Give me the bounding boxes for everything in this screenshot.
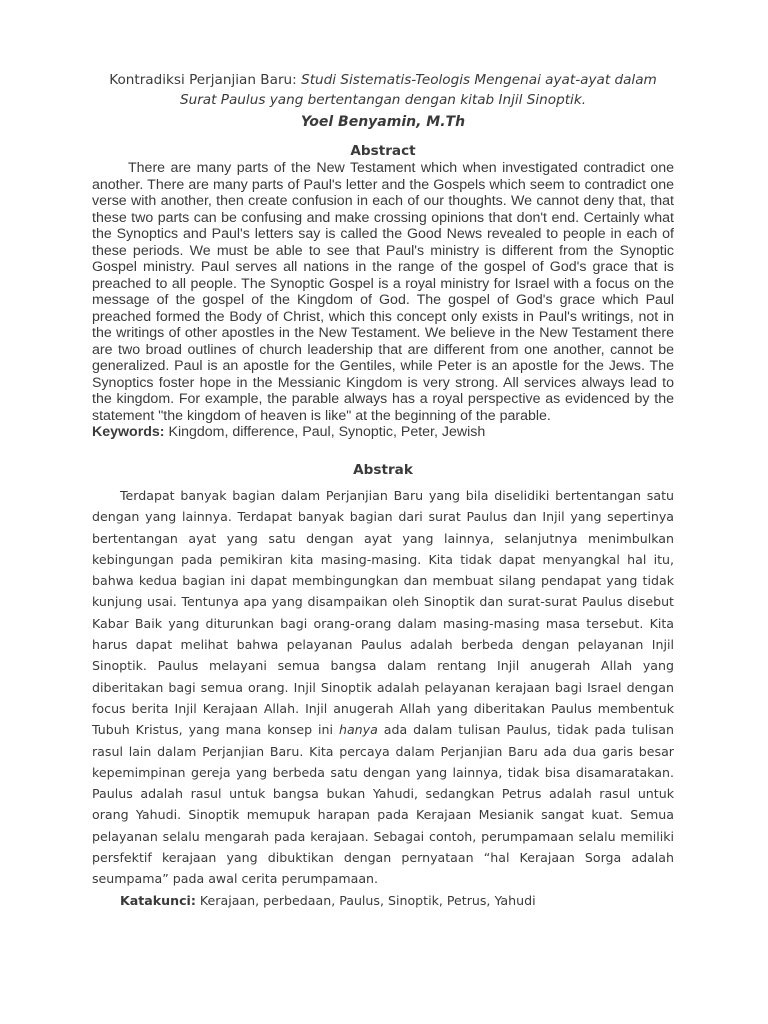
abstract-english-body: There are many parts of the New Testament which when investigated contradict one another. There are many parts of Paul's letter and the Gospels which seem to contradict one verse with another, then create confusion in each of our thoughts. We cannot deny that, that these two parts can be confusing and make crossing opinions that don't end. Certainly what the Synoptics and Paul's letters say is called the Good News revealed to people in each of these periods. We must be able to see that Paul's ministry is different from the Synoptic Gospel ministry. Paul serves all nations in the range of the gospel of God's grace that is preached to all people. The Synoptic Gospel is a royal ministry for Israel with a focus on the message of the gospel of the Kingdom of God. The gospel of God's grace which Paul preached formed the Body of Christ, which this concept only exists in Paul's writings, not in the writings of other apostles in the New Testament. We believe in the New Testament there are two broad outlines of church leadership that are different from one another, cannot be generalized. Paul is an apostle for the Gentiles, while Peter is an apostle for the Jews. The Synoptics foster hope in the Messianic Kingdom is very strong. All services always lead to the kingdom. For example, the parable always has a royal perspective as evidenced by the statement "the kingdom of heaven is like" at the beginning of the parable. xyxy=(92,160,674,424)
paper-title-line2 xyxy=(92,90,674,110)
keywords-label: Keywords: xyxy=(92,424,165,440)
author-name: Yoel Benyamin, M.Th xyxy=(300,114,466,130)
keywords-english xyxy=(92,424,674,441)
title-main: Kontradiksi Perjanjian Baru: xyxy=(109,72,297,88)
paper-page xyxy=(92,70,674,911)
abstract-heading: Abstract xyxy=(350,143,416,159)
keywords-list: Kingdom, difference, Paul, Synoptic, Peter, Jewish xyxy=(168,424,486,440)
paper-title xyxy=(92,70,674,90)
abstrak-body-italic: hanya xyxy=(338,722,378,738)
katakunci-list: Kerajaan, perbedaan, Paulus, Sinoptik, Petrus, Yahudi xyxy=(199,892,536,908)
katakunci-label: Katakunci: xyxy=(120,892,196,908)
abstrak-body-part1: Terdapat banyak bagian dalam Perjanjian Baru yang bila diselidiki bertentangan satu dengan yang lainnya. Terdapat banyak bagian dari surat Paulus dan Injil yang sepertinya bertentangan ayat yang satu dengan ayat yang lainnya, selanjutnya menimbulkan kebingungan pada pemikiran kita masing-masing. Kita tidak dapat menyangkal hal itu, bahwa kedua bagian ini dapat membingungkan dan membuat silang pendapat yang tidak kunjung usai. Tentunya apa yang disampaikan oleh Sinoptik dan surat-surat Paulus disebut Kabar Baik yang diturunkan bagi orang-orang dalam masing-masing masa tersebut. Kita harus dapat melihat bahwa pelayanan Paulus adalah berbeda dengan pelayanan Injil Sinoptik. Paulus melayani semua bangsa dalam rentang Injil anugerah Allah yang diberitakan bagi semua orang. Injil Sinoptik adalah pelayanan kerajaan bagi Israel dengan focus berita Injil Kerajaan Allah. Injil anugerah Allah yang diberitakan Paulus membentuk Tubuh Kristus, yang mana konsep ini xyxy=(92,488,674,738)
abstrak-body-part2: ada dalam tulisan Paulus, tidak pada tulisan rasul lain dalam Perjanjian Baru. Kita percaya dalam Perjanjian Baru ada dua garis besar kepemimpinan gereja yang berbeda satu dengan yang lainnya, tidak bisa disamaratakan. Paulus adalah rasul untuk bangsa bukan Yahudi, sedangkan Petrus adalah rasul untuk orang Yahudi. Sinoptik memupuk harapan pada Kerajaan Mesianik sangat kuat. Semua pelayanan selalu mengarah pada kerajaan. Sebagai contoh, perumpamaan selalu memiliki persfektif kerajaan yang dibuktikan dengan pernyataan “hal Kerajaan Sorga adalah seumpama” pada awal cerita perumpamaan. xyxy=(92,722,674,887)
abstrak-heading: Abstrak xyxy=(353,462,413,478)
abstrak-indonesian-body xyxy=(92,485,674,890)
title-subtitle-line1: Studi Sistematis-Teologis Mengenai ayat-ayat dalam xyxy=(301,72,657,88)
katakunci-indonesian xyxy=(92,890,674,911)
title-subtitle-line2: Surat Paulus yang bertentangan dengan kitab Injil Sinoptik. xyxy=(179,92,587,108)
